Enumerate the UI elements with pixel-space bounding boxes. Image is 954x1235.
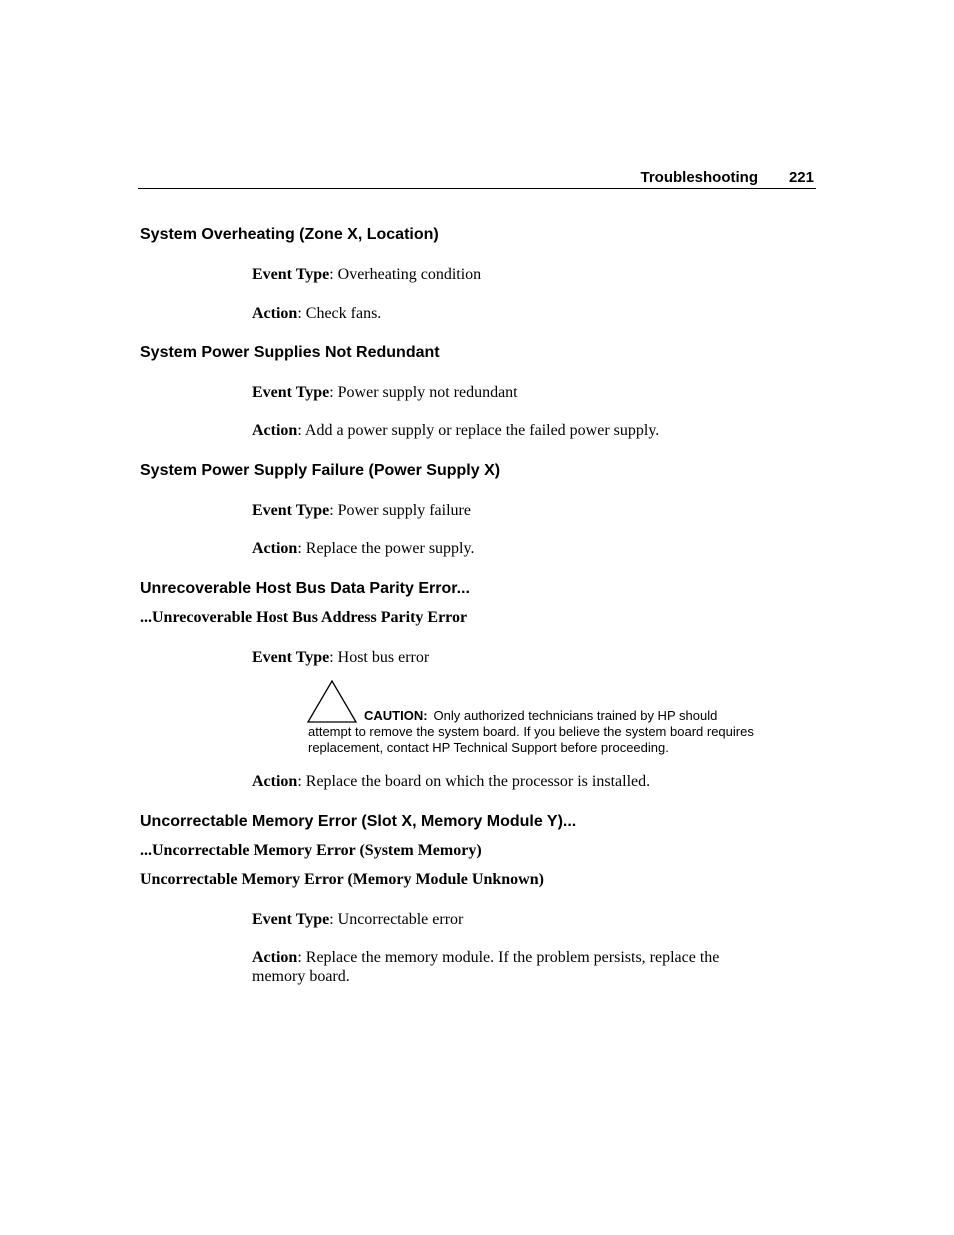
event-type-value: : Uncorrectable error <box>329 911 464 928</box>
not-redundant-action <box>252 421 772 440</box>
action-value: : Check fans. <box>297 305 382 322</box>
heading-host-bus-data-parity: Unrecoverable Host Bus Data Parity Error... <box>140 580 470 597</box>
event-type-value: : Overheating condition <box>329 266 482 283</box>
heading-uncorrectable-memory-slot: Uncorrectable Memory Error (Slot X, Memory Module Y)... <box>140 813 577 830</box>
action-value: : Add a power supply or replace the failed power supply. <box>297 422 660 439</box>
caution-text-line1: Only authorized technicians trained by HP should <box>433 708 718 723</box>
event-type-label: Event Type <box>252 384 330 401</box>
event-type-label: Event Type <box>252 911 330 928</box>
memory-action <box>252 948 762 986</box>
action-label: Action <box>252 422 298 439</box>
action-label: Action <box>252 773 298 790</box>
event-type-value: : Power supply failure <box>329 502 471 519</box>
event-type-label: Event Type <box>252 266 330 283</box>
action-value: : Replace the board on which the processor is installed. <box>297 773 651 790</box>
page-header <box>138 166 816 189</box>
not-redundant-event-type <box>252 383 772 402</box>
header-page-number: 221 <box>788 169 814 186</box>
heading-power-supply-failure: System Power Supply Failure (Power Supply X) <box>140 462 501 479</box>
heading-system-overheating: System Overheating (Zone X, Location) <box>140 226 439 243</box>
subheading-host-bus-address-parity: ...Unrecoverable Host Bus Address Parity Error <box>140 609 468 626</box>
action-value: : Replace the power supply. <box>297 540 475 557</box>
action-label: Action <box>252 949 298 966</box>
action-value: : Replace the memory module. If the problem persists, replace the memory board. <box>252 949 720 985</box>
overheating-event-type <box>252 265 772 284</box>
event-type-value: : Host bus error <box>329 649 430 666</box>
ps-failure-action <box>252 539 772 558</box>
caution-triangle-icon <box>307 680 357 728</box>
header-section-title: Troubleshooting <box>640 169 758 186</box>
memory-event-type <box>252 910 772 929</box>
caution-label: CAUTION: <box>364 708 428 723</box>
ps-failure-event-type <box>252 501 772 520</box>
action-label: Action <box>252 305 298 322</box>
subheading-memory-system: ...Uncorrectable Memory Error (System Memory) <box>140 842 482 859</box>
overheating-action <box>252 304 772 323</box>
host-bus-action <box>252 772 772 791</box>
caution-text-rest: attempt to remove the system board. If you believe the system board requires replacement, contact HP Technical Support before proceeding. <box>308 724 754 755</box>
subheading-memory-module-unknown: Uncorrectable Memory Error (Memory Module Unknown) <box>140 871 544 888</box>
caution-first-line <box>364 708 717 724</box>
action-label: Action <box>252 540 298 557</box>
host-bus-event-type <box>252 648 772 667</box>
event-type-label: Event Type <box>252 649 330 666</box>
event-type-value: : Power supply not redundant <box>329 384 518 401</box>
heading-power-not-redundant: System Power Supplies Not Redundant <box>140 344 440 361</box>
event-type-label: Event Type <box>252 502 330 519</box>
